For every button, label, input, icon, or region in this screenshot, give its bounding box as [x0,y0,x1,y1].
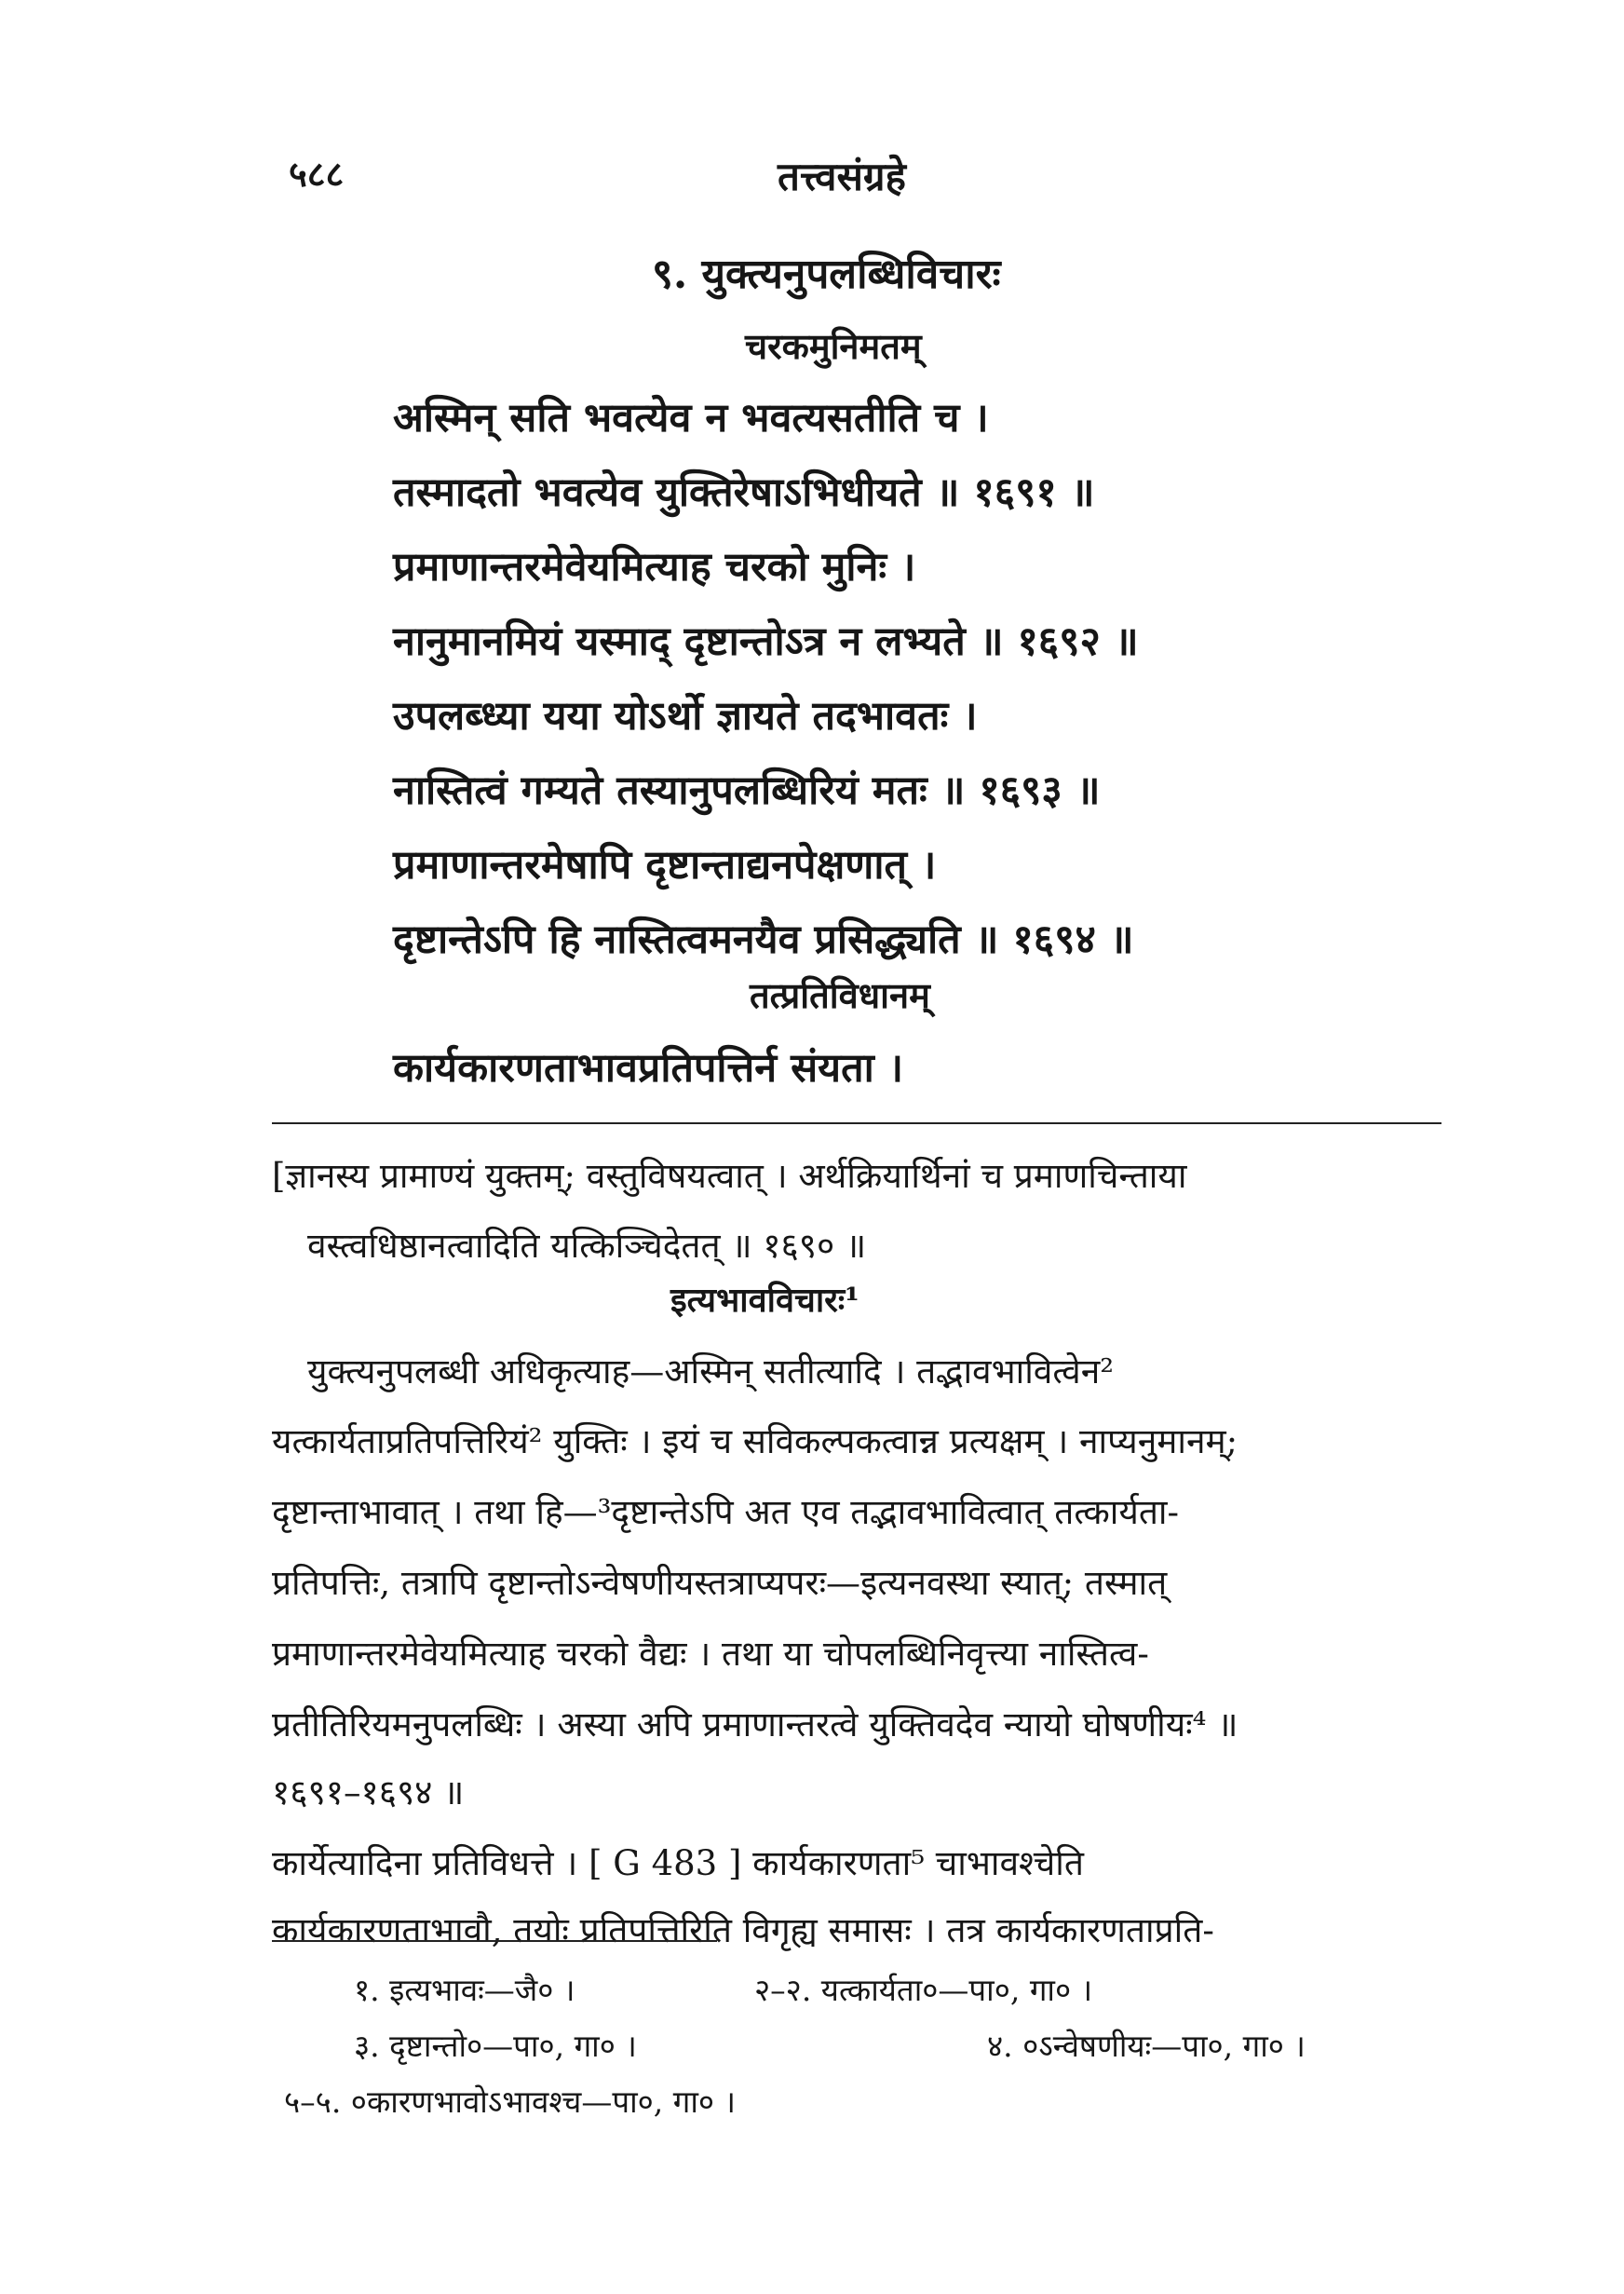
footnote: ४. ०ऽन्वेषणीयः—पा०, गा० । [987,2028,1306,2064]
footnote: ५–५. ०कारणभावोऽभावश्च—पा०, गा० । [284,2084,737,2120]
footnote-divider [272,1940,717,1942]
footnote: १. इत्यभावः—जै० । [354,1972,575,2008]
commentary-line: प्रमाणान्तरमेवेयमित्याह चरको वैद्यः । तथा या चोपलब्धिनिवृत्त्या नास्तित्व- [272,1634,1149,1674]
commentary-line: कार्येत्यादिना प्रतिविधत्ते । [ G 483 ] कार्यकारणता⁵ चाभावश्चेति [272,1843,1084,1883]
page-number: ५८८ [289,153,345,195]
commentary-line: दृष्टान्ताभावात् । तथा हि—³दृष्टान्तेऽपि अत एव तद्भावभावित्वात् तत्कार्यता- [272,1492,1180,1532]
footnote: २–२. यत्कार्यता०—पा०, गा० । [754,1972,1093,2008]
verse-line: दृष्टान्तेऽपि हि नास्तित्वमनयैव प्रसिद्ध्यति ॥ १६९४ ॥ [393,916,1134,963]
verse-line: प्रमाणान्तरमेषापि दृष्टान्ताद्यनपेक्षणात् । [393,842,937,889]
commentary-line: यत्कार्यताप्रतिपत्तिरियं² युक्तिः । इयं च सविकल्पकत्वान्न प्रत्यक्षम् । नाप्यनुमानम्; [272,1421,1238,1461]
footnote: ३. दृष्टान्तो०—पा०, गा० । [354,2028,637,2064]
verse-line: उपलब्ध्या यया योऽर्थो ज्ञायते तदभावतः । [393,693,978,740]
text-commentary-divider [272,1122,1441,1124]
commentary-subheading: इत्यभावविचारः¹ [670,1281,859,1320]
subheading-charaka-view: चरकमुनिमतम् [745,325,922,367]
commentary-line: वस्त्वधिष्ठानत्वादिति यत्किञ्चिदेतत् ॥ १६९० ॥ [307,1226,867,1266]
commentary-line: १६९१–१६९४ ॥ [272,1772,465,1812]
verse-line: नानुमानमियं यस्माद् दृष्टान्तोऽत्र न लभ्यते ॥ १६९२ ॥ [393,618,1139,665]
verse-line: अस्मिन् सति भवत्येव न भवत्यसतीति च । [393,395,989,441]
commentary-line: [ज्ञानस्य प्रामाण्यं युक्तम्; वस्तुविषयत्वात् । अर्थक्रियार्थिनां च प्रमाणचिन्ताया [272,1156,1187,1196]
verse-line: प्रमाणान्तरमेवेयमित्याह चरको मुनिः । [393,544,916,590]
verse-line: तस्मादतो भवत्येव युक्तिरेषाऽभिधीयते ॥ १६९१ ॥ [393,469,1095,516]
commentary-line: युक्त्यनुपलब्धी अधिकृत्याह—अस्मिन् सतीत्यादि । तद्भावभावित्वेन² [307,1351,1115,1391]
section-title: ९. युक्त्यनुपलब्धिविचारः [652,251,1001,298]
commentary-line: प्रतिपत्तिः, तत्रापि दृष्टान्तोऽन्वेषणीयस्तत्राप्यपरः—इत्यनवस्था स्यात्; तस्मात् [272,1563,1168,1603]
subheading-refutation: तत्प्रतिविधानम् [750,974,930,1016]
commentary-line: कार्यकारणताभावौ, तयोः प्रतिपत्तिरिति विगृह्य समासः । तत्र कार्यकारणताप्रति- [272,1910,1214,1950]
verse-line: कार्यकारणताभावप्रतिपत्तिर्न संयता । [393,1045,904,1092]
commentary-line: प्रतीतिरियमनुपलब्धिः । अस्या अपि प्रमाणान्तरत्वे युक्तिवदेव न्यायो घोषणीयः⁴ ॥ [272,1704,1238,1744]
running-title: तत्त्वसंग्रहे [778,154,906,199]
verse-line: नास्तित्वं गम्यते तस्यानुपलब्धिरियं मतः ॥ १६९३ ॥ [393,767,1101,814]
